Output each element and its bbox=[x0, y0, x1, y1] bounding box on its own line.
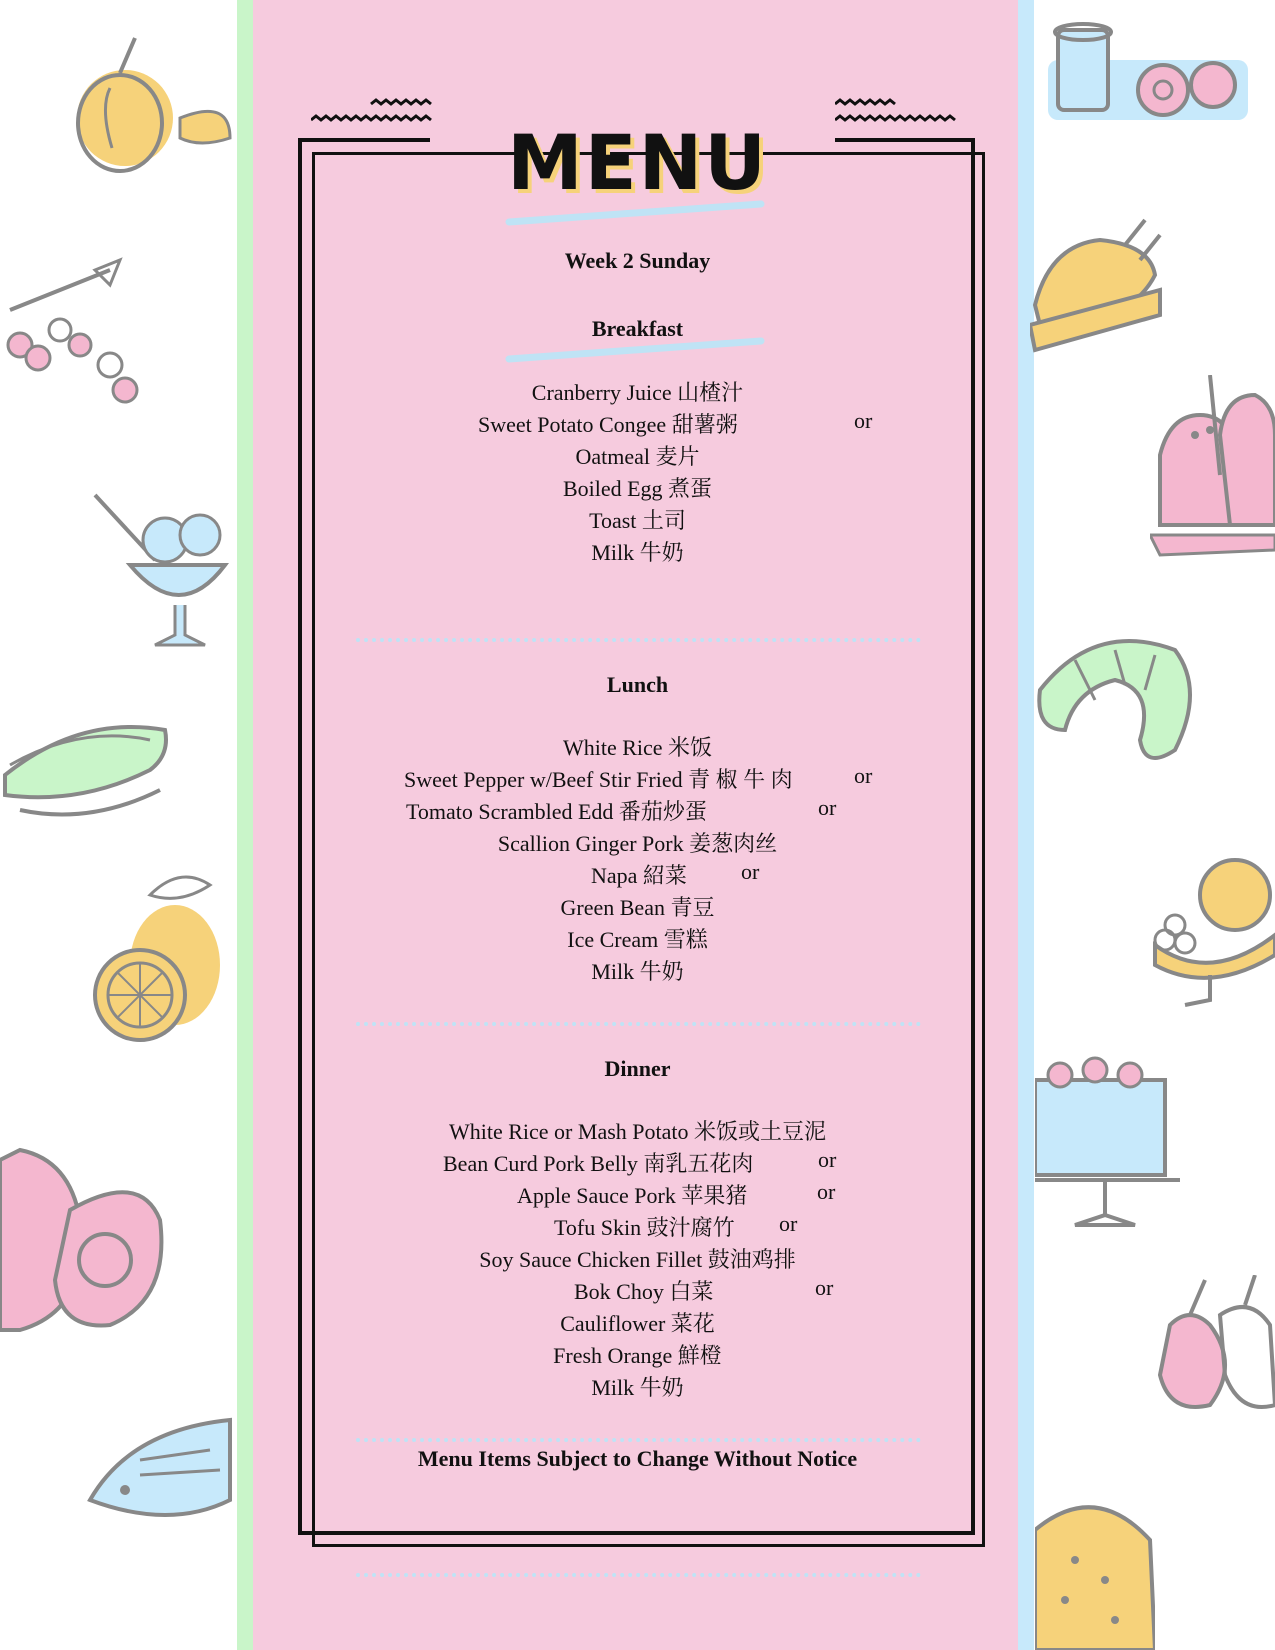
list-item: Tofu Skin 豉汁腐竹 bbox=[554, 1215, 735, 1240]
list-item: Green Bean 青豆 bbox=[560, 895, 715, 920]
menu-title: MENU bbox=[507, 118, 768, 207]
list-item: Oatmeal 麦片 bbox=[575, 444, 700, 469]
list-item: Tomato Scrambled Edd 番茄炒蛋 bbox=[406, 799, 707, 824]
breakfast-underline bbox=[505, 335, 765, 365]
list-item: Boiled Egg 煮蛋 bbox=[562, 476, 713, 501]
or-label: or bbox=[854, 763, 873, 788]
lunch-heading: Lunch bbox=[606, 672, 669, 697]
section-divider bbox=[356, 638, 921, 642]
or-label: or bbox=[854, 408, 873, 433]
breakfast-heading: Breakfast bbox=[591, 316, 684, 341]
list-item: Fresh Orange 鮮橙 bbox=[553, 1343, 722, 1368]
change-notice: Menu Items Subject to Change Without Notice bbox=[417, 1446, 858, 1471]
list-item: Milk 牛奶 bbox=[591, 959, 684, 984]
list-item: Toast 土司 bbox=[589, 508, 686, 533]
or-label: or bbox=[817, 1179, 836, 1204]
list-item: Cauliflower 菜花 bbox=[560, 1311, 715, 1336]
list-item: Bok Choy 白菜 bbox=[574, 1279, 714, 1304]
day-heading: Week 2 Sunday bbox=[564, 248, 711, 273]
melon-icon bbox=[1035, 1490, 1155, 1650]
list-item: Sweet Pepper w/Beef Stir Fried 青 椒 牛 肉 bbox=[404, 767, 793, 792]
list-item: White Rice 米饭 bbox=[562, 735, 713, 760]
list-item: White Rice or Mash Potato 米饭或土豆泥 bbox=[448, 1119, 826, 1144]
or-label: or bbox=[741, 859, 760, 884]
or-label: or bbox=[815, 1275, 834, 1300]
list-item: Soy Sauce Chicken Fillet 鼓油鸡排 bbox=[479, 1247, 796, 1272]
or-label: or bbox=[818, 795, 837, 820]
section-divider bbox=[356, 1022, 921, 1026]
dinner-heading: Dinner bbox=[604, 1056, 671, 1081]
list-item: Sweet Potato Congee 甜薯粥 bbox=[478, 412, 738, 437]
or-label: or bbox=[779, 1211, 798, 1236]
list-item: Milk 牛奶 bbox=[591, 1375, 684, 1400]
list-item: Scallion Ginger Pork 姜葱肉丝 bbox=[497, 831, 778, 856]
list-item: Napa 紹菜 bbox=[591, 863, 687, 888]
or-label: or bbox=[818, 1147, 837, 1172]
list-item: Ice Cream 雪糕 bbox=[567, 927, 708, 952]
list-item: Bean Curd Pork Belly 南乳五花肉 bbox=[443, 1151, 754, 1176]
section-divider bbox=[356, 1573, 921, 1577]
title-underline bbox=[505, 198, 765, 228]
list-item: Cranberry Juice 山楂汁 bbox=[531, 380, 744, 405]
fish-icon bbox=[80, 1410, 235, 1535]
list-item: Milk 牛奶 bbox=[591, 540, 684, 565]
section-divider bbox=[356, 1438, 921, 1442]
list-item: Apple Sauce Pork 苹果猪 bbox=[517, 1183, 748, 1208]
